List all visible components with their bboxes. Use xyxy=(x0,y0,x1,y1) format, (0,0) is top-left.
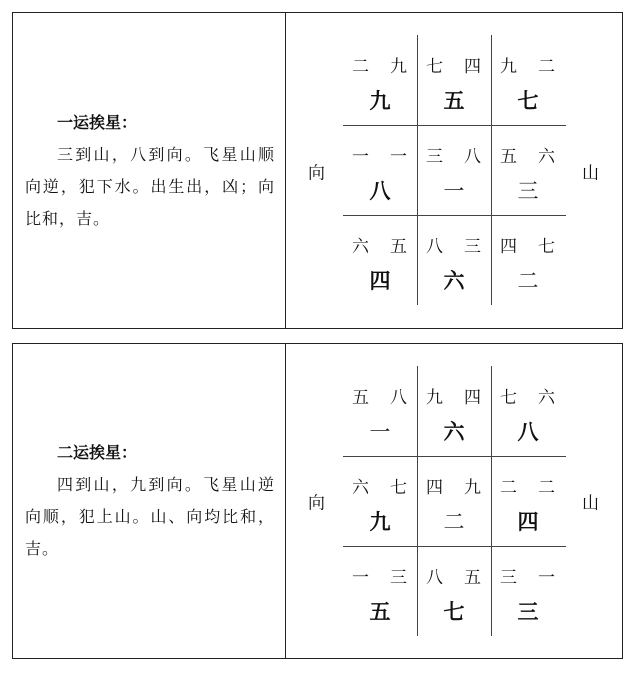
water-star: 一 xyxy=(390,147,407,167)
mountain-star: 一 xyxy=(352,147,369,167)
water-star: 一 xyxy=(538,568,555,588)
water-star: 三 xyxy=(464,237,481,257)
water-star: 八 xyxy=(390,388,407,408)
water-star: 六 xyxy=(538,388,555,408)
water-star: 五 xyxy=(390,237,407,257)
base-star: 九 xyxy=(369,88,391,113)
palace-cell xyxy=(491,125,565,215)
sitting-label: 山 xyxy=(582,163,599,183)
mountain-star: 五 xyxy=(500,147,517,167)
nine-palace-grid xyxy=(343,366,566,636)
mountain-star: 四 xyxy=(426,478,443,498)
mountain-star: 六 xyxy=(352,237,369,257)
palace-cell xyxy=(417,125,491,215)
water-star: 八 xyxy=(464,147,481,167)
base-star: 一 xyxy=(443,179,465,203)
description-title: 二运挨星： xyxy=(57,443,138,462)
mountain-star: 五 xyxy=(352,388,369,408)
palace-cell xyxy=(417,35,491,125)
description-title: 一运挨星： xyxy=(57,112,138,132)
mountain-star: 四 xyxy=(500,237,517,257)
base-star: 六 xyxy=(443,268,465,293)
water-star: 三 xyxy=(390,568,407,588)
palace-cell xyxy=(417,456,491,546)
description-text: 三到山，八到向。飞星山顺向逆，犯下水。出生出，凶；向比和，吉。 xyxy=(25,144,275,228)
water-star: 二 xyxy=(538,57,555,77)
sitting-label: 山 xyxy=(582,493,599,514)
water-star: 五 xyxy=(464,568,481,588)
palace-cell xyxy=(417,546,491,636)
water-star: 七 xyxy=(390,478,407,498)
water-star: 二 xyxy=(538,478,555,498)
palace-cell xyxy=(417,366,491,456)
mountain-star: 二 xyxy=(352,57,369,77)
palace-cell xyxy=(343,35,417,125)
water-star: 九 xyxy=(464,478,481,498)
base-star: 五 xyxy=(369,599,391,624)
palace-cell xyxy=(417,215,491,305)
base-star: 四 xyxy=(517,509,539,534)
mountain-star: 二 xyxy=(500,478,517,498)
facing-label: 向 xyxy=(308,163,325,183)
palace-cell xyxy=(343,546,417,636)
description xyxy=(25,107,275,235)
palace-cell xyxy=(343,366,417,456)
star-chart xyxy=(286,344,622,658)
description-box xyxy=(13,13,286,328)
palace-cell xyxy=(491,456,565,546)
mountain-star: 六 xyxy=(352,478,369,498)
base-star: 三 xyxy=(517,179,539,203)
base-star: 三 xyxy=(517,599,539,624)
mountain-star: 三 xyxy=(426,147,443,167)
palace-cell xyxy=(343,456,417,546)
base-star: 二 xyxy=(517,269,539,293)
base-star: 七 xyxy=(443,599,465,624)
water-star: 六 xyxy=(538,147,555,167)
base-star: 二 xyxy=(443,510,465,534)
base-star: 六 xyxy=(443,419,465,444)
palace-cell xyxy=(491,546,565,636)
facing-label: 向 xyxy=(308,493,325,514)
palace-cell xyxy=(491,35,565,125)
star-chart xyxy=(286,13,622,328)
water-star: 七 xyxy=(538,237,555,257)
base-star: 八 xyxy=(369,178,391,203)
mountain-star: 八 xyxy=(426,568,443,588)
base-star: 九 xyxy=(369,509,391,534)
palace-cell xyxy=(343,125,417,215)
base-star: 八 xyxy=(517,419,539,444)
base-star: 五 xyxy=(443,88,465,113)
mountain-star: 九 xyxy=(500,57,517,77)
mountain-star: 八 xyxy=(426,237,443,257)
description-box xyxy=(13,344,286,658)
palace-cell xyxy=(491,215,565,305)
base-star: 一 xyxy=(369,420,391,444)
mountain-star: 九 xyxy=(426,388,443,408)
nine-palace-grid xyxy=(343,35,566,305)
base-star: 七 xyxy=(517,88,539,113)
mountain-star: 七 xyxy=(500,388,517,408)
mountain-star: 一 xyxy=(352,568,369,588)
palace-cell xyxy=(343,215,417,305)
palace-cell xyxy=(491,366,565,456)
base-star: 四 xyxy=(369,268,391,293)
water-star: 四 xyxy=(464,388,481,408)
description-text: 四到山，九到向。飞星山逆向顺，犯上山。山、向均比和，吉。 xyxy=(25,475,275,558)
mountain-star: 三 xyxy=(500,568,517,588)
water-star: 四 xyxy=(464,57,481,77)
description xyxy=(25,437,275,565)
water-star: 九 xyxy=(390,57,407,77)
mountain-star: 七 xyxy=(426,57,443,77)
chart-panel-2 xyxy=(12,343,623,659)
chart-panel-1 xyxy=(12,12,623,329)
